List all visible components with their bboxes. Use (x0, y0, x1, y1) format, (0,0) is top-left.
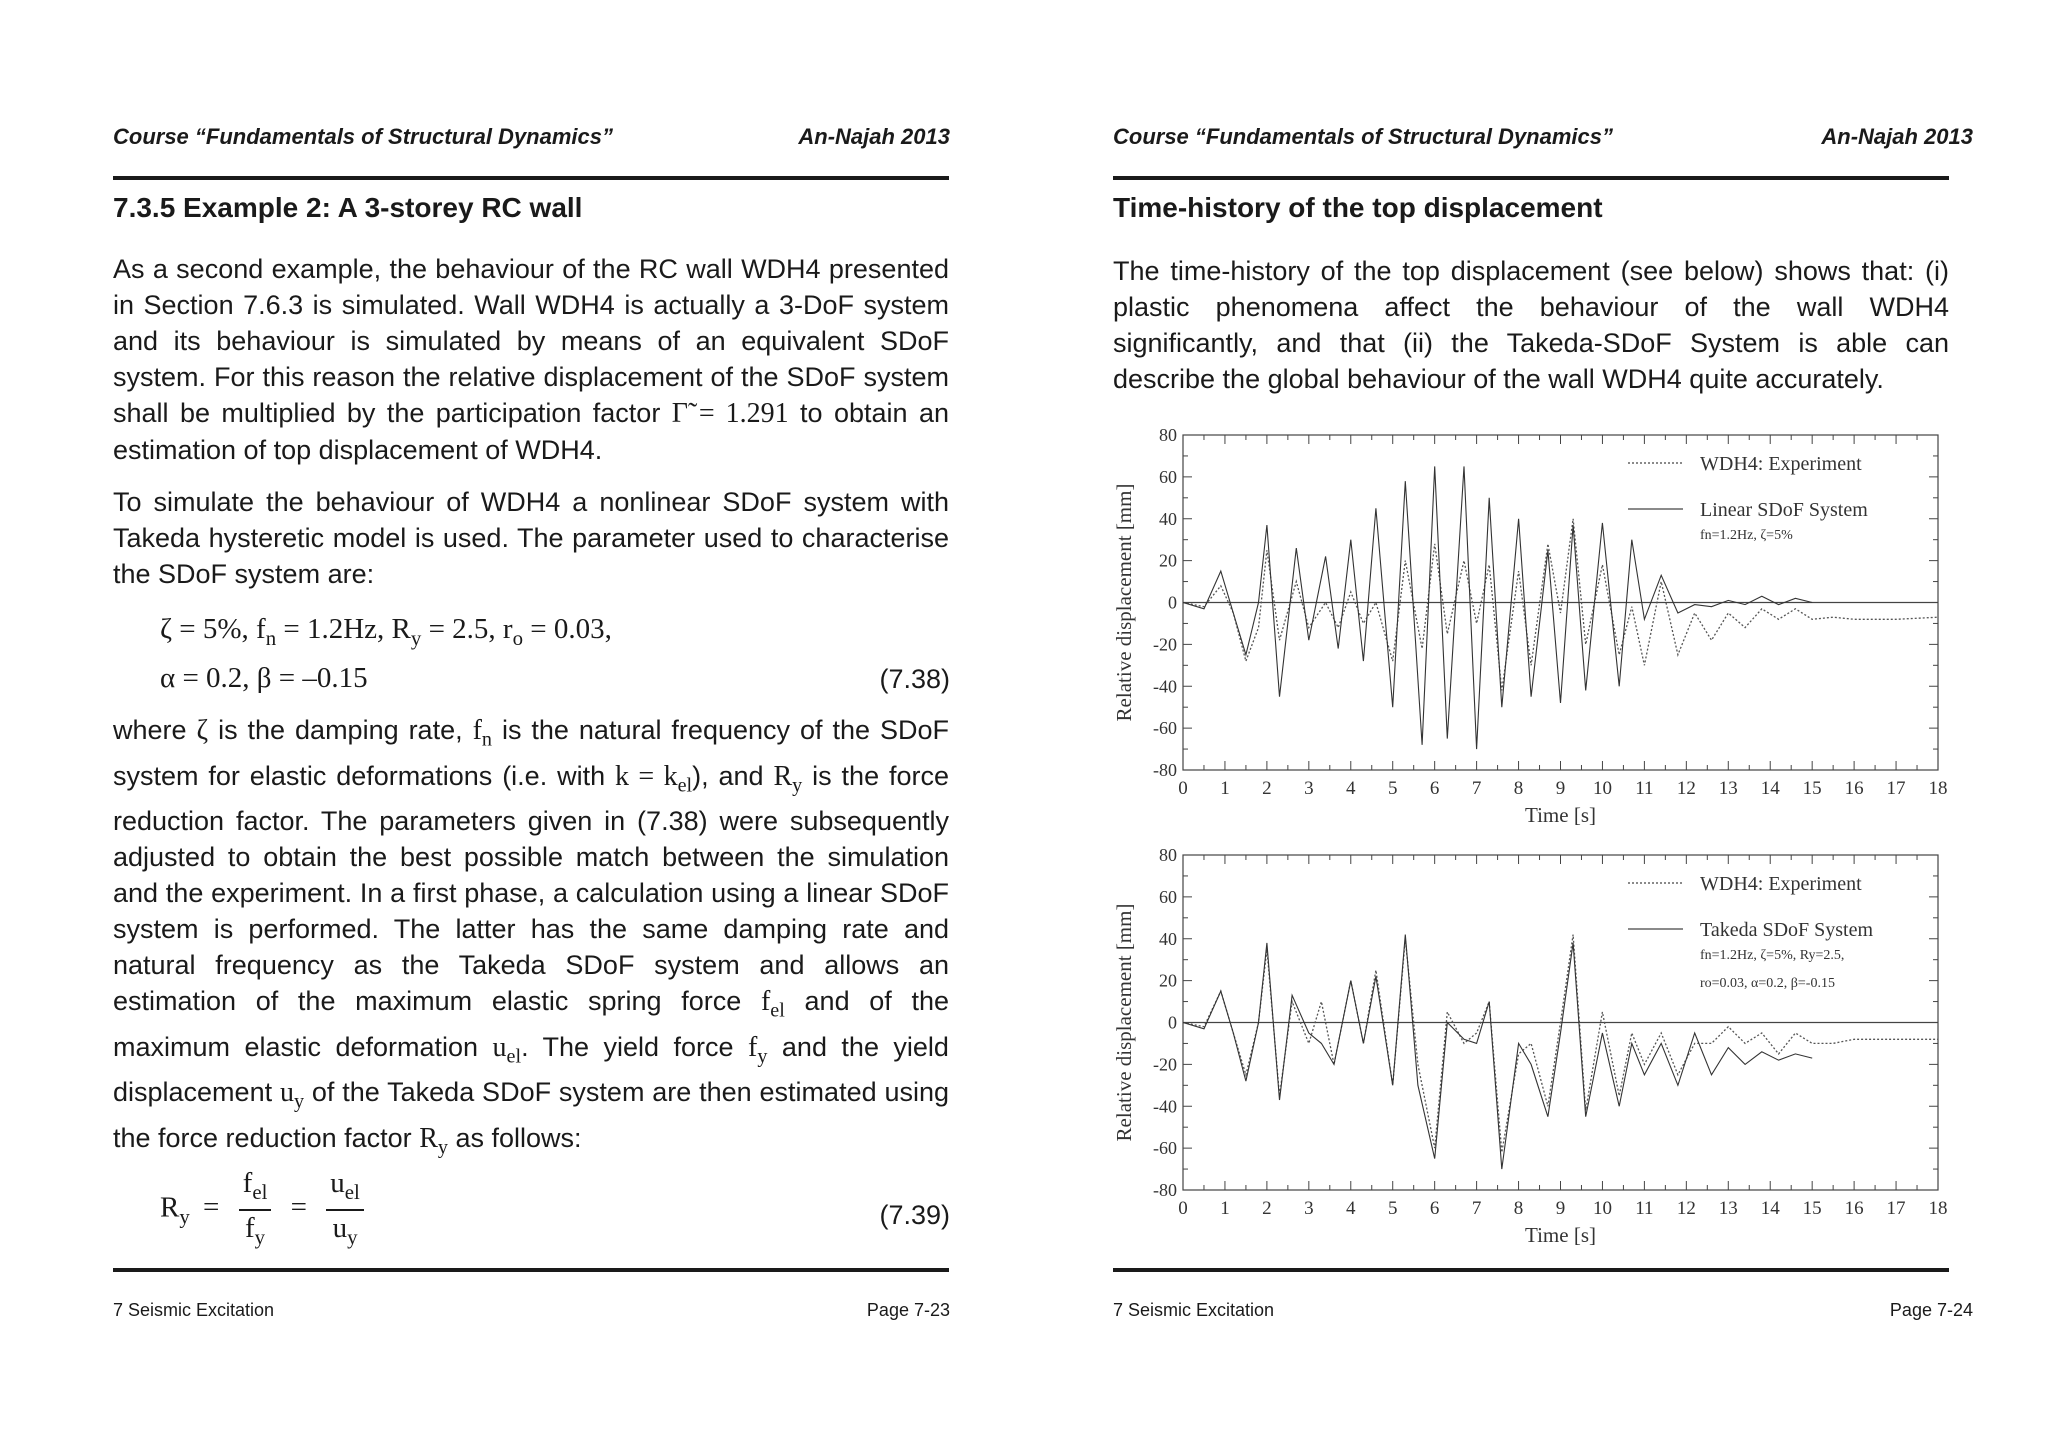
y-tick-label: 80 (1159, 845, 1177, 865)
x-tick-label: 8 (1513, 778, 1524, 799)
y-tick-label: -40 (1153, 676, 1177, 697)
x-tick-label: 8 (1513, 1198, 1524, 1219)
y-tick-label: 0 (1168, 592, 1177, 613)
x-tick-label: 3 (1304, 778, 1314, 799)
x-tick-label: 0 (1178, 1198, 1188, 1219)
x-tick-label: 4 (1346, 778, 1356, 799)
y-tick-label: -60 (1153, 718, 1177, 739)
x-tick-label: 14 (1760, 1198, 1780, 1219)
legend-note-2: ro=0.03, α=0.2, β=-0.15 (1700, 976, 1835, 991)
paragraph-1: As a second example, the behaviour of the RC wall WDH4 presented in Section 7.6.3 is simulated. Wall WDH4 is actually a 3-DoF system and its behaviour is simulated by means of an equivalent SDoF system. For this reason the relative displacement of the SDoF system shall be multiplied by the participation factor Γ̃ = 1.291 to obtain an estimation of top displacement of WDH4. (113, 254, 949, 465)
legend-entry: WDH4: Experiment (1700, 873, 1862, 895)
x-tick-label: 13 (1718, 1198, 1738, 1219)
x-tick-label: 15 (1802, 778, 1822, 799)
x-tick-label: 12 (1676, 1198, 1696, 1219)
x-tick-label: 11 (1635, 1198, 1654, 1219)
section-title: 7.3.5 Example 2: A 3-storey RC wall (113, 192, 583, 223)
footer-chapter: 7 Seismic Excitation (1113, 1300, 1275, 1320)
x-tick-label: 6 (1429, 778, 1440, 799)
equation-7-38-line2: α = 0.2, β = –0.15 (160, 662, 368, 694)
footer-rule (113, 1268, 949, 1272)
header-rule (113, 176, 949, 180)
header-rule (1113, 176, 1949, 180)
x-tick-label: 2 (1262, 778, 1272, 799)
y-tick-label: -40 (1153, 1096, 1177, 1117)
x-tick-label: 11 (1635, 778, 1654, 799)
y-tick-label: 60 (1159, 466, 1177, 487)
x-tick-label: 15 (1802, 1198, 1822, 1219)
experiment-series-line (1183, 935, 1938, 1153)
x-tick-label: 4 (1346, 1198, 1356, 1219)
x-tick-label: 5 (1387, 1198, 1398, 1219)
footer-rule (1113, 1268, 1949, 1272)
x-tick-label: 5 (1387, 778, 1398, 799)
header-right: An-Najah 2013 (1821, 124, 1973, 149)
x-tick-label: 13 (1718, 778, 1738, 799)
x-tick-label: 12 (1676, 778, 1696, 799)
x-tick-label: 2 (1262, 1198, 1272, 1219)
x-tick-label: 18 (1928, 778, 1948, 799)
header-left: Course “Fundamentals of Structural Dynamics” (1113, 124, 1613, 149)
x-tick-label: 1 (1220, 778, 1230, 799)
x-tick-label: 14 (1760, 778, 1780, 799)
x-tick-label: 17 (1886, 778, 1906, 799)
equation-7-39: $R_y$ = $\frac{f_{el}}{f_y}$ = $\frac{u_{el}}{u_y}$ (160, 1168, 370, 1252)
x-tick-label: 9 (1555, 1198, 1566, 1219)
y-tick-label: 20 (1159, 970, 1177, 991)
y-tick-label: -60 (1153, 1138, 1177, 1159)
y-tick-label: 0 (1168, 1012, 1177, 1033)
paragraph-3: where ζ is the damping rate, $f_n$ is the natural frequency of the SDoF system for elastic deformations (i.e. with $k = k_{el}$), and $R_y$ is the force reduction factor. The parameters given in (7.38) were subsequently adjusted to obtain the best possible match between the simulation and the experiment. In a first phase, a calculation using a linear SDoF system is performed. The latter has the same damping rate and natural frequency as the Takeda SDoF system and allows an estimation of the maximum elastic spring force $f_{el}$ and of the maximum elastic deformation $u_{el}$. The yield force $f_y$ and the yield displacement $u_y$ of the Takeda SDoF system are then estimated using the force reduction factor $R_y$ as follows: (113, 715, 949, 1159)
x-tick-label: 16 (1844, 778, 1864, 799)
experiment-series-line (1183, 519, 1938, 691)
page-number: Page 7-23 (866, 1300, 950, 1320)
takeda-sdof-chart (1080, 835, 1960, 1260)
y-tick-label: 60 (1159, 886, 1177, 907)
x-tick-label: 16 (1844, 1198, 1864, 1219)
linear-sdof-chart (1080, 415, 1960, 840)
header-left: Course “Fundamentals of Structural Dynamics” (113, 124, 613, 149)
header-right: An-Najah 2013 (798, 124, 950, 149)
sdof-series-line (1183, 935, 1812, 1170)
x-tick-label: 17 (1886, 1198, 1906, 1219)
x-axis-label: Time [s] (1525, 803, 1596, 827)
paragraph-2: To simulate the behaviour of WDH4 a nonlinear SDoF system with Takeda hysteretic model is used. The parameter used to characterise the SDoF system are: (113, 487, 949, 589)
legend-note: fn=1.2Hz, ζ=5% (1700, 528, 1793, 543)
equation-7-38-line1: ζ = 5%, $f_n = 1.2Hz$, $R_y = 2.5$, $r_o = 0.03$, (160, 613, 612, 650)
x-axis-label: Time [s] (1525, 1223, 1596, 1247)
footer-chapter: 7 Seismic Excitation (113, 1300, 275, 1320)
page-number: Page 7-24 (1889, 1300, 1973, 1320)
y-axis-label: Relative displacement [mm] (1112, 483, 1136, 722)
x-tick-label: 0 (1178, 778, 1188, 799)
x-tick-label: 1 (1220, 1198, 1230, 1219)
y-tick-label: 40 (1159, 508, 1177, 529)
equation-number-7-38: (7.38) (879, 664, 950, 694)
x-tick-label: 7 (1471, 1198, 1482, 1219)
x-tick-label: 3 (1304, 1198, 1314, 1219)
paragraph-1: The time-history of the top displacement (see below) shows that: (i) plastic phenomena affect the behaviour of the wall WDH4 significantly, and that (ii) the Takeda-SDoF System is able can describe the global behaviour of the wall WDH4 quite accurately. (1113, 256, 1949, 394)
legend-entry: Linear SDoF System (1700, 499, 1868, 521)
x-tick-label: 7 (1471, 778, 1482, 799)
x-tick-label: 10 (1592, 778, 1612, 799)
y-tick-label: 20 (1159, 550, 1177, 571)
x-tick-label: 10 (1592, 1198, 1612, 1219)
y-tick-label: -20 (1153, 1054, 1177, 1075)
x-tick-label: 9 (1555, 778, 1566, 799)
section-title: Time-history of the top displacement (1113, 192, 1603, 223)
x-tick-label: 18 (1928, 1198, 1948, 1219)
y-tick-label: -80 (1153, 1180, 1177, 1200)
y-tick-label: -80 (1153, 760, 1177, 780)
legend-entry: WDH4: Experiment (1700, 453, 1862, 475)
y-tick-label: 40 (1159, 928, 1177, 949)
legend-entry: Takeda SDoF System (1700, 919, 1874, 941)
equation-number-7-39: (7.39) (879, 1200, 950, 1230)
y-tick-label: 80 (1159, 425, 1177, 445)
x-tick-label: 6 (1429, 1198, 1440, 1219)
y-tick-label: -20 (1153, 634, 1177, 655)
y-axis-label: Relative displacement [mm] (1112, 903, 1136, 1142)
legend-note: fn=1.2Hz, ζ=5%, Ry=2.5, (1700, 948, 1845, 963)
